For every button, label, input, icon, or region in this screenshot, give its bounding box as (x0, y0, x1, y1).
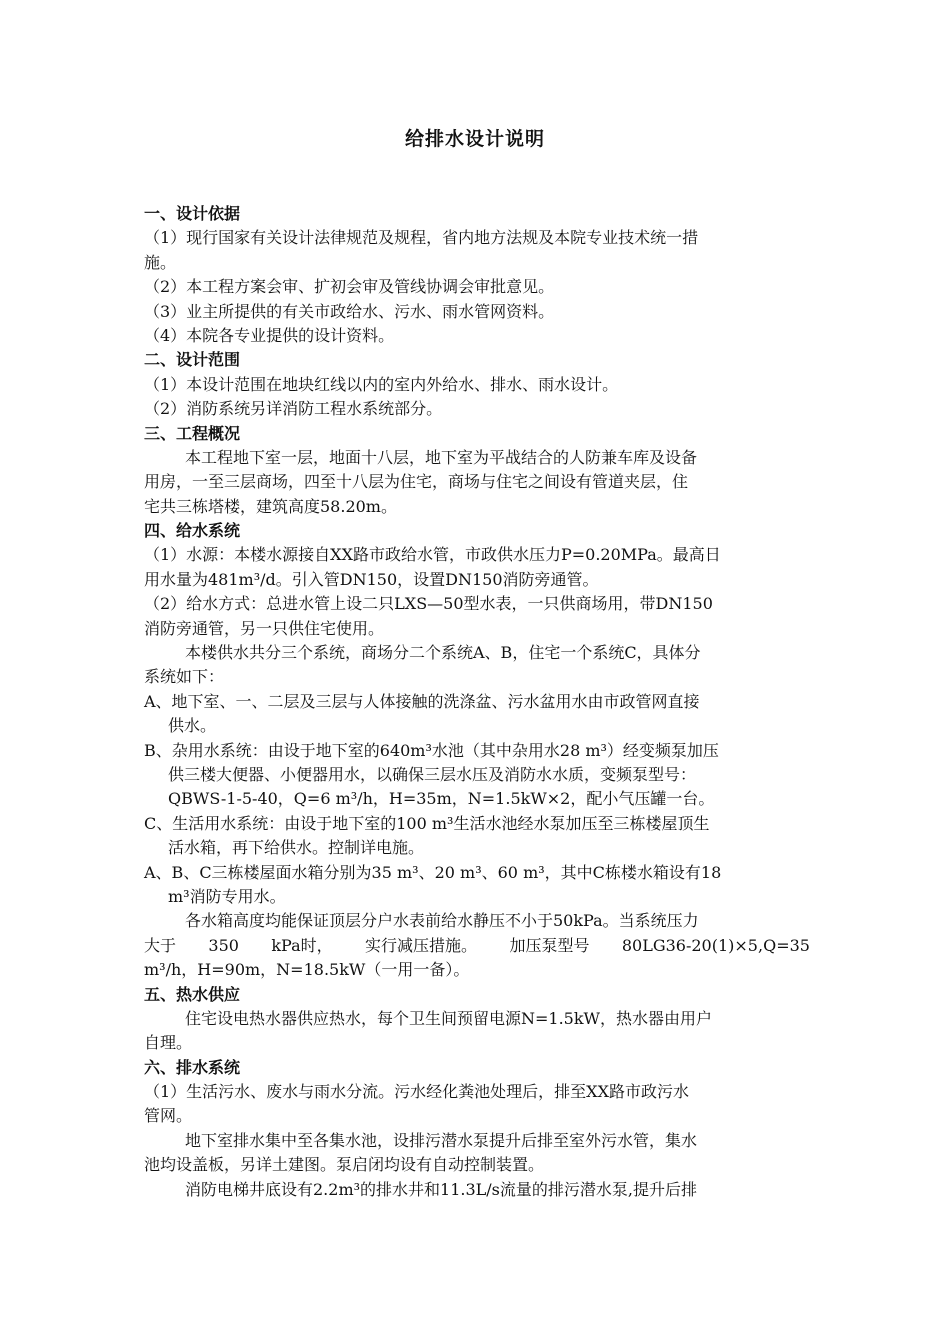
text-line: A、地下室、一、二层及三层与人体接触的洗涤盆、污水盆用水由市政管网直接 (144, 691, 700, 711)
section-heading: 五、热水供应 (144, 984, 241, 1004)
text-line: 自理。 (144, 1033, 193, 1053)
text-line: 宅共三栋塔楼，建筑高度58.20m。 (144, 496, 397, 516)
text-line: 供三楼大便器、小便器用水，以确保三层水压及消防水水质，变频泵型号： (168, 764, 697, 784)
text-fragment: 大于 (144, 935, 177, 955)
text-line: 系统如下： (144, 667, 225, 687)
section-heading: 二、设计范围 (144, 350, 241, 370)
text-line: m³/h，H=90m，N=18.5kW（一用一备）。 (144, 960, 470, 980)
text-line: （3）业主所提供的有关市政给水、污水、雨水管网资料。 (144, 301, 555, 321)
text-line (144, 934, 810, 958)
text-line: 池均设盖板，另详土建图。泵启闭均设有自动控制装置。 (144, 1155, 545, 1175)
text-line: （1）现行国家有关设计法律规范及规程，省内地方法规及本院专业技术统一措 (144, 228, 699, 248)
document-title: 给排水设计说明 (404, 128, 545, 150)
document-body (144, 202, 810, 1202)
section-heading: 三、工程概况 (144, 423, 241, 443)
text-fragment: 实行减压措施。 (365, 935, 478, 955)
text-line: 用水量为481m³/d。引入管DN150，设置DN150消防旁通管。 (144, 569, 599, 589)
text-line: m³消防专用水。 (168, 886, 286, 906)
text-line: 消防旁通管，另一只供住宅使用。 (144, 618, 385, 638)
text-line: （2）本工程方案会审、扩初会审及管线协调会审批意见。 (144, 277, 555, 297)
text-line: 各水箱高度均能保证顶层分户水表前给水静压不小于50kPa。当系统压力 (185, 911, 699, 931)
text-line: （1）水源：本楼水源接自XX路市政给水管，市政供水压力P=0.20MPa。最高日 (144, 545, 721, 565)
text-line: （1）生活污水、废水与雨水分流。污水经化粪池处理后，排至XX路市政污水 (144, 1082, 689, 1102)
section-heading: 六、排水系统 (144, 1057, 241, 1077)
text-line: （1）本设计范围在地块红线以内的室内外给水、排水、雨水设计。 (144, 374, 619, 394)
text-line: 消防电梯井底设有2.2m³的排水井和11.3L/s流量的排污潜水泵,提升后排 (185, 1179, 697, 1199)
text-line: 本楼供水共分三个系统，商场分二个系统A、B，住宅一个系统C，具体分 (185, 643, 701, 663)
section-heading: 一、设计依据 (144, 204, 241, 223)
text-line: 本工程地下室一层，地面十八层，地下室为平战结合的人防兼车库及设备 (185, 447, 698, 467)
text-fragment: 350 (208, 935, 239, 955)
text-line: 供水。 (168, 716, 217, 736)
section-heading: 四、给水系统 (144, 521, 241, 541)
text-fragment: kPa时， (271, 935, 333, 955)
text-line: A、B、C三栋楼屋面水箱分别为35 m³、20 m³、60 m³，其中C栋楼水箱设有18 (144, 862, 722, 882)
text-line: QBWS-1-5-40，Q=6 m³/h，H=35m，N=1.5kW×2，配小气压罐一台。 (168, 789, 715, 809)
text-fragment: 加压泵型号 (509, 935, 590, 955)
text-line: 施。 (144, 252, 177, 272)
text-line: （4）本院各专业提供的设计资料。 (144, 325, 395, 345)
text-line: （2）给水方式：总进水管上设二只LXS—50型水表，一只供商场用，带DN150 (144, 594, 713, 614)
text-line: 住宅设电热水器供应热水，每个卫生间预留电源N=1.5kW，热水器由用户 (185, 1008, 712, 1028)
text-line: 地下室排水集中至各集水池，设排污潜水泵提升后排至室外污水管，集水 (185, 1130, 698, 1150)
text-line: 用房，一至三层商场，四至十八层为住宅，商场与住宅之间设有管道夹层，住 (144, 472, 689, 492)
text-line: （2）消防系统另详消防工程水系统部分。 (144, 399, 443, 419)
text-line: B、杂用水系统：由设于地下室的640m³水池（其中杂用水28 m³）经变频泵加压 (144, 740, 719, 760)
text-fragment: 80LG36-20(1)×5,Q=35 (621, 935, 810, 955)
text-line: C、生活用水系统：由设于地下室的100 m³生活水池经水泵加压至三栋楼屋顶生 (144, 813, 710, 833)
text-line: 管网。 (144, 1106, 193, 1126)
text-line: 活水箱，再下给供水。控制详电施。 (168, 838, 425, 858)
